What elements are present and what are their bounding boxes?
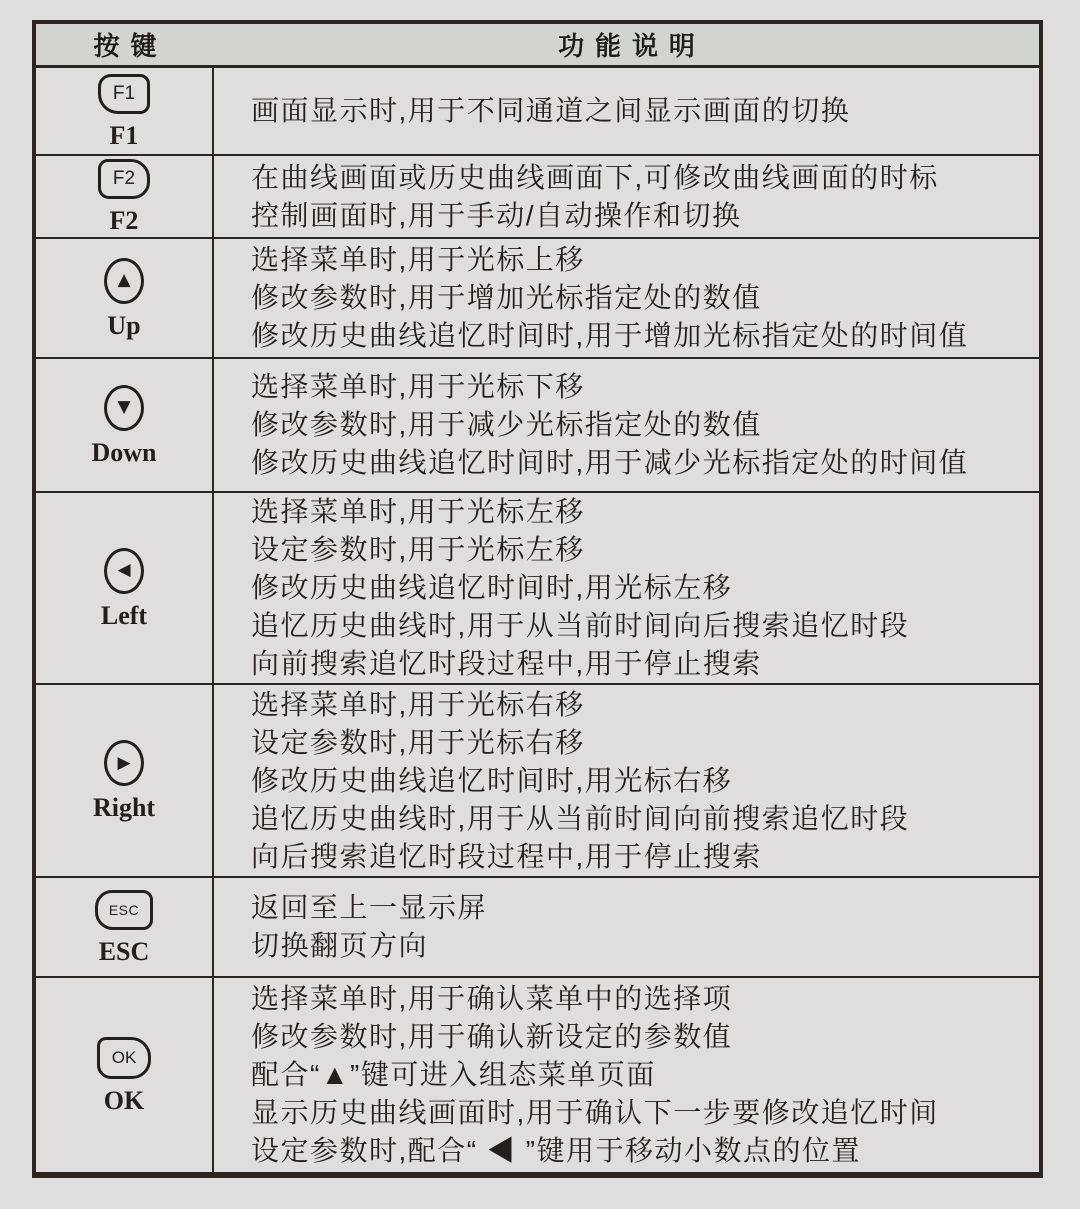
desc-line: 修改历史曲线追忆时间时,用于减少光标指定处的时间值	[251, 447, 969, 478]
key-cell-right	[36, 685, 214, 876]
desc-cell-up	[214, 239, 1039, 357]
table-row	[36, 685, 1039, 878]
ok-keycap-icon	[97, 1037, 151, 1079]
desc-cell-f2	[214, 156, 1039, 237]
keycap-text: ESC	[108, 901, 140, 918]
up-triangle-glyph: ▲	[117, 270, 131, 290]
f1-keycap-icon	[98, 74, 150, 114]
desc-cell-esc	[214, 878, 1039, 976]
table-row	[36, 156, 1039, 239]
key-label: Right	[92, 793, 156, 822]
f2-keycap-icon	[98, 159, 150, 199]
key-label: ESC	[98, 936, 150, 966]
key-cell-esc	[36, 878, 214, 976]
down-triangle-glyph: ▼	[117, 397, 131, 417]
desc-line: 修改参数时,用于确认新设定的参数值	[251, 1021, 733, 1052]
key-cell-down	[36, 359, 214, 491]
up-arrow-key-icon	[104, 258, 144, 304]
desc-cell-left	[214, 493, 1039, 683]
desc-line: 在曲线画面或历史曲线画面下,可修改曲线画面的时标	[251, 161, 939, 193]
key-label: Down	[91, 437, 157, 467]
desc-line: 配合“▲”键可进入组态菜单页面	[251, 1059, 656, 1090]
desc-cell-down	[214, 359, 1039, 491]
key-cell-left	[36, 493, 214, 683]
desc-cell-ok	[214, 978, 1039, 1172]
keycap-text: F1	[112, 82, 136, 104]
left-arrow-key-icon	[104, 548, 144, 594]
key-label: Left	[100, 600, 148, 630]
right-arrow-key-icon	[104, 740, 144, 786]
table-row	[36, 878, 1039, 978]
desc-line: 设定参数时,用于光标右移	[251, 726, 585, 758]
desc-line: 选择菜单时,用于确认菜单中的选择项	[251, 983, 733, 1014]
desc-line: 追忆历史曲线时,用于从当前时间向前搜索追忆时段	[251, 802, 910, 834]
key-label: F1	[109, 120, 139, 150]
key-function-table	[32, 20, 1043, 1178]
desc-line: 向后搜索追忆时段过程中,用于停止搜索	[251, 840, 762, 872]
key-label: OK	[103, 1085, 145, 1115]
desc-line: 修改参数时,用于增加光标指定处的数值	[251, 282, 762, 313]
key-label: Up	[107, 310, 141, 340]
desc-line: 修改历史曲线追忆时间时,用光标左移	[251, 572, 733, 603]
desc-line: 修改参数时,用于减少光标指定处的数值	[251, 409, 762, 440]
desc-line: 选择菜单时,用于光标下移	[251, 371, 585, 402]
desc-line: 向前搜索追忆时段过程中,用于停止搜索	[251, 648, 762, 679]
key-cell-f1	[36, 68, 214, 154]
desc-cell-right	[214, 685, 1039, 876]
desc-line: 设定参数时,配合“ ◀ ”键用于移动小数点的位置	[251, 1135, 861, 1166]
desc-line: 显示历史曲线画面时,用于确认下一步要修改追忆时间	[251, 1097, 939, 1128]
right-triangle-glyph: ▶	[117, 752, 131, 773]
desc-line: 切换翻页方向	[251, 930, 429, 961]
table-row	[36, 359, 1039, 493]
table-row	[36, 493, 1039, 685]
table-row	[36, 68, 1039, 156]
desc-line: 选择菜单时,用于光标右移	[251, 688, 585, 720]
table-header-row	[36, 24, 1039, 68]
key-label: F2	[109, 206, 139, 235]
desc-cell-f1	[214, 68, 1039, 154]
key-cell-f2	[36, 156, 214, 237]
header-key-column: 按键	[93, 31, 168, 61]
header-function-column: 功能说明	[558, 31, 706, 61]
desc-line: 画面显示时,用于不同通道之间显示画面的切换	[251, 95, 851, 126]
desc-line: 选择菜单时,用于光标左移	[251, 496, 585, 527]
desc-line: 修改历史曲线追忆时间时,用光标右移	[251, 764, 733, 796]
desc-line: 控制画面时,用于手动/自动操作和切换	[251, 199, 742, 231]
desc-line: 设定参数时,用于光标左移	[251, 534, 585, 565]
esc-keycap-icon	[95, 890, 153, 930]
desc-line: 追忆历史曲线时,用于从当前时间向后搜索追忆时段	[251, 610, 910, 641]
desc-line: 返回至上一显示屏	[251, 892, 488, 923]
table-row	[36, 239, 1039, 359]
key-cell-up	[36, 239, 214, 357]
table-row	[36, 978, 1039, 1172]
desc-line: 修改历史曲线追忆时间时,用于增加光标指定处的时间值	[251, 320, 969, 351]
down-arrow-key-icon	[104, 385, 144, 431]
desc-line: 选择菜单时,用于光标上移	[251, 244, 585, 275]
left-triangle-glyph: ◀	[117, 560, 131, 580]
keycap-text: OK	[111, 1047, 137, 1067]
key-cell-ok	[36, 978, 214, 1172]
keycap-text: F2	[112, 168, 136, 189]
